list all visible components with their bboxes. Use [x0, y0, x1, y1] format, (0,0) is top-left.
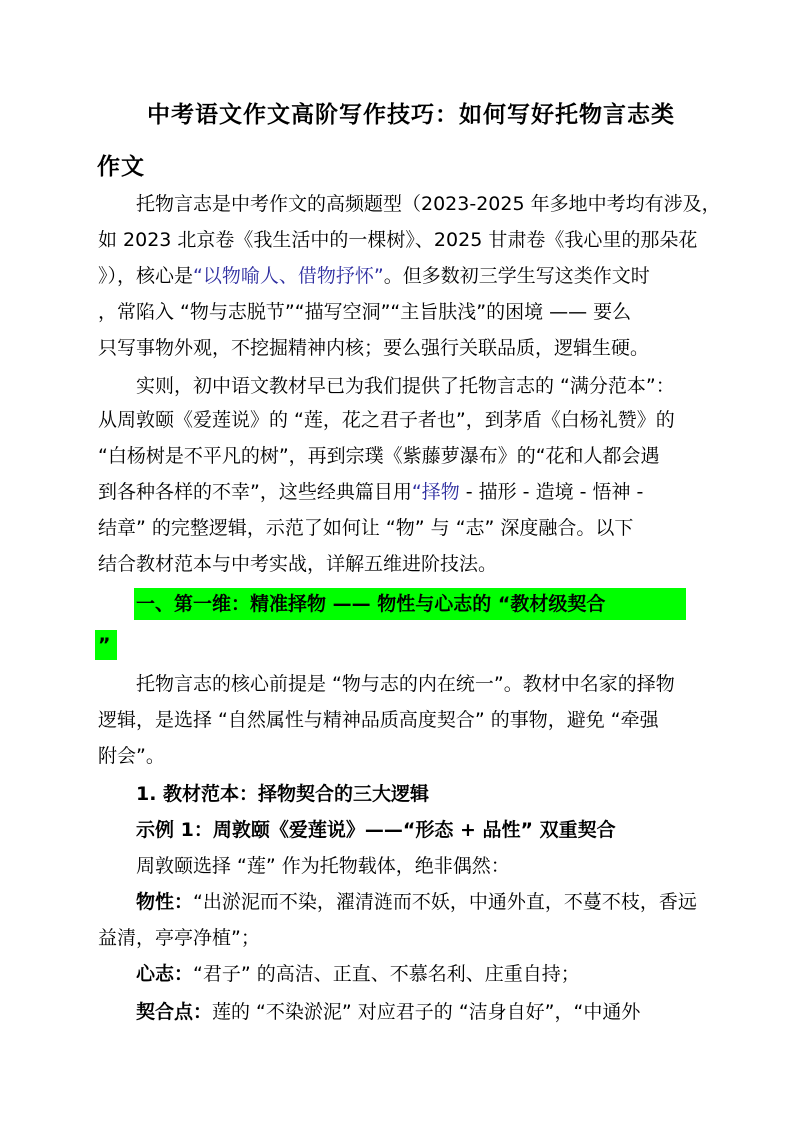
- text-segment: “君子” 的高洁、正直、不慕名利、庄重自持；: [193, 963, 580, 985]
- paragraph-line: 只写事物外观，不挖掘精神内核；要么强行关联品质，逻辑生硬。: [98, 337, 650, 359]
- paragraph-line: 周敦颐选择 “莲” 作为托物载体，绝非偶然：: [136, 855, 510, 877]
- paragraph-line: 附会”。: [98, 745, 165, 767]
- paragraph-line: 结章” 的完整逻辑，示范了如何让 “物” 与 “志” 深度融合。以下: [98, 517, 634, 539]
- term-label: 契合点：: [136, 1001, 213, 1023]
- paragraph-line: “白杨树是不平凡的树”，再到宗璞《紫藤萝瀑布》的“花和人都会遇: [98, 445, 660, 467]
- paragraph-line: 从周敦颐《爱莲说》的 “莲，花之君子者也”，到茅盾《白杨礼赞》的: [98, 409, 675, 431]
- paragraph-line: [136, 1000, 640, 1024]
- text-segment: 到各种各样的不幸”，这些经典篇目用: [98, 481, 412, 503]
- paragraph-line: 结合教材范本与中考实战，详解五维进阶技法。: [98, 553, 498, 575]
- text-segment: “出淤泥而不染，濯清涟而不妖，中通外直，不蔓不枝，香远: [193, 891, 697, 913]
- subsection-heading: 1. 教材范本：择物契合的三大逻辑: [136, 783, 430, 805]
- highlighted-phrase: “以物喻人、借物抒怀”: [193, 265, 384, 287]
- text-segment: 。但多数初三学生写这类作文时: [383, 265, 650, 287]
- paragraph-line: 实则，初中语文教材早已为我们提供了托物言志的 “满分范本”：: [136, 375, 675, 397]
- section-heading-continued: ”: [98, 634, 111, 656]
- highlighted-phrase: “择物: [411, 481, 460, 503]
- section-heading: 一、第一维：精准择物 —— 物性与心志的 “教材级契合: [136, 593, 606, 615]
- paragraph-line: 益清，亭亭净植”；: [98, 927, 260, 949]
- document-title: 中考语文作文高阶写作技巧：如何写好托物言志类: [147, 101, 675, 128]
- paragraph-line: 如 2023 北京卷《我生活中的一棵树》、2025 甘肃卷《我心里的那朵花: [98, 229, 698, 251]
- text-segment: - 描形 - 造境 - 悟神 -: [459, 481, 644, 503]
- document-title-continued: 作文: [97, 153, 145, 180]
- paragraph-line: [136, 962, 580, 986]
- text-segment: 》），核心是: [98, 265, 194, 287]
- text-segment: 莲的 “不染淤泥” 对应君子的 “洁身自好”，“中通外: [212, 1001, 641, 1023]
- paragraph-line: [98, 264, 650, 288]
- example-heading: 示例 1：周敦颐《爱莲说》——“形态 + 品性” 双重契合: [136, 819, 616, 841]
- term-label: 物性：: [136, 891, 194, 913]
- term-label: 心志：: [136, 963, 194, 985]
- paragraph-line: [98, 480, 643, 504]
- paragraph-line: 托物言志是中考作文的高频题型（2023-2025 年多地中考均有涉及，: [136, 193, 721, 215]
- paragraph-line: ，常陷入 “物与志脱节”“描写空洞”“主旨肤浅”的困境 —— 要么: [98, 301, 632, 323]
- paragraph-line: 托物言志的核心前提是 “物与志的内在统一”。教材中名家的择物: [136, 673, 675, 695]
- paragraph-line: 逻辑，是选择 “自然属性与精神品质高度契合” 的事物，避免 “牵强: [98, 709, 659, 731]
- paragraph-line: [136, 890, 697, 914]
